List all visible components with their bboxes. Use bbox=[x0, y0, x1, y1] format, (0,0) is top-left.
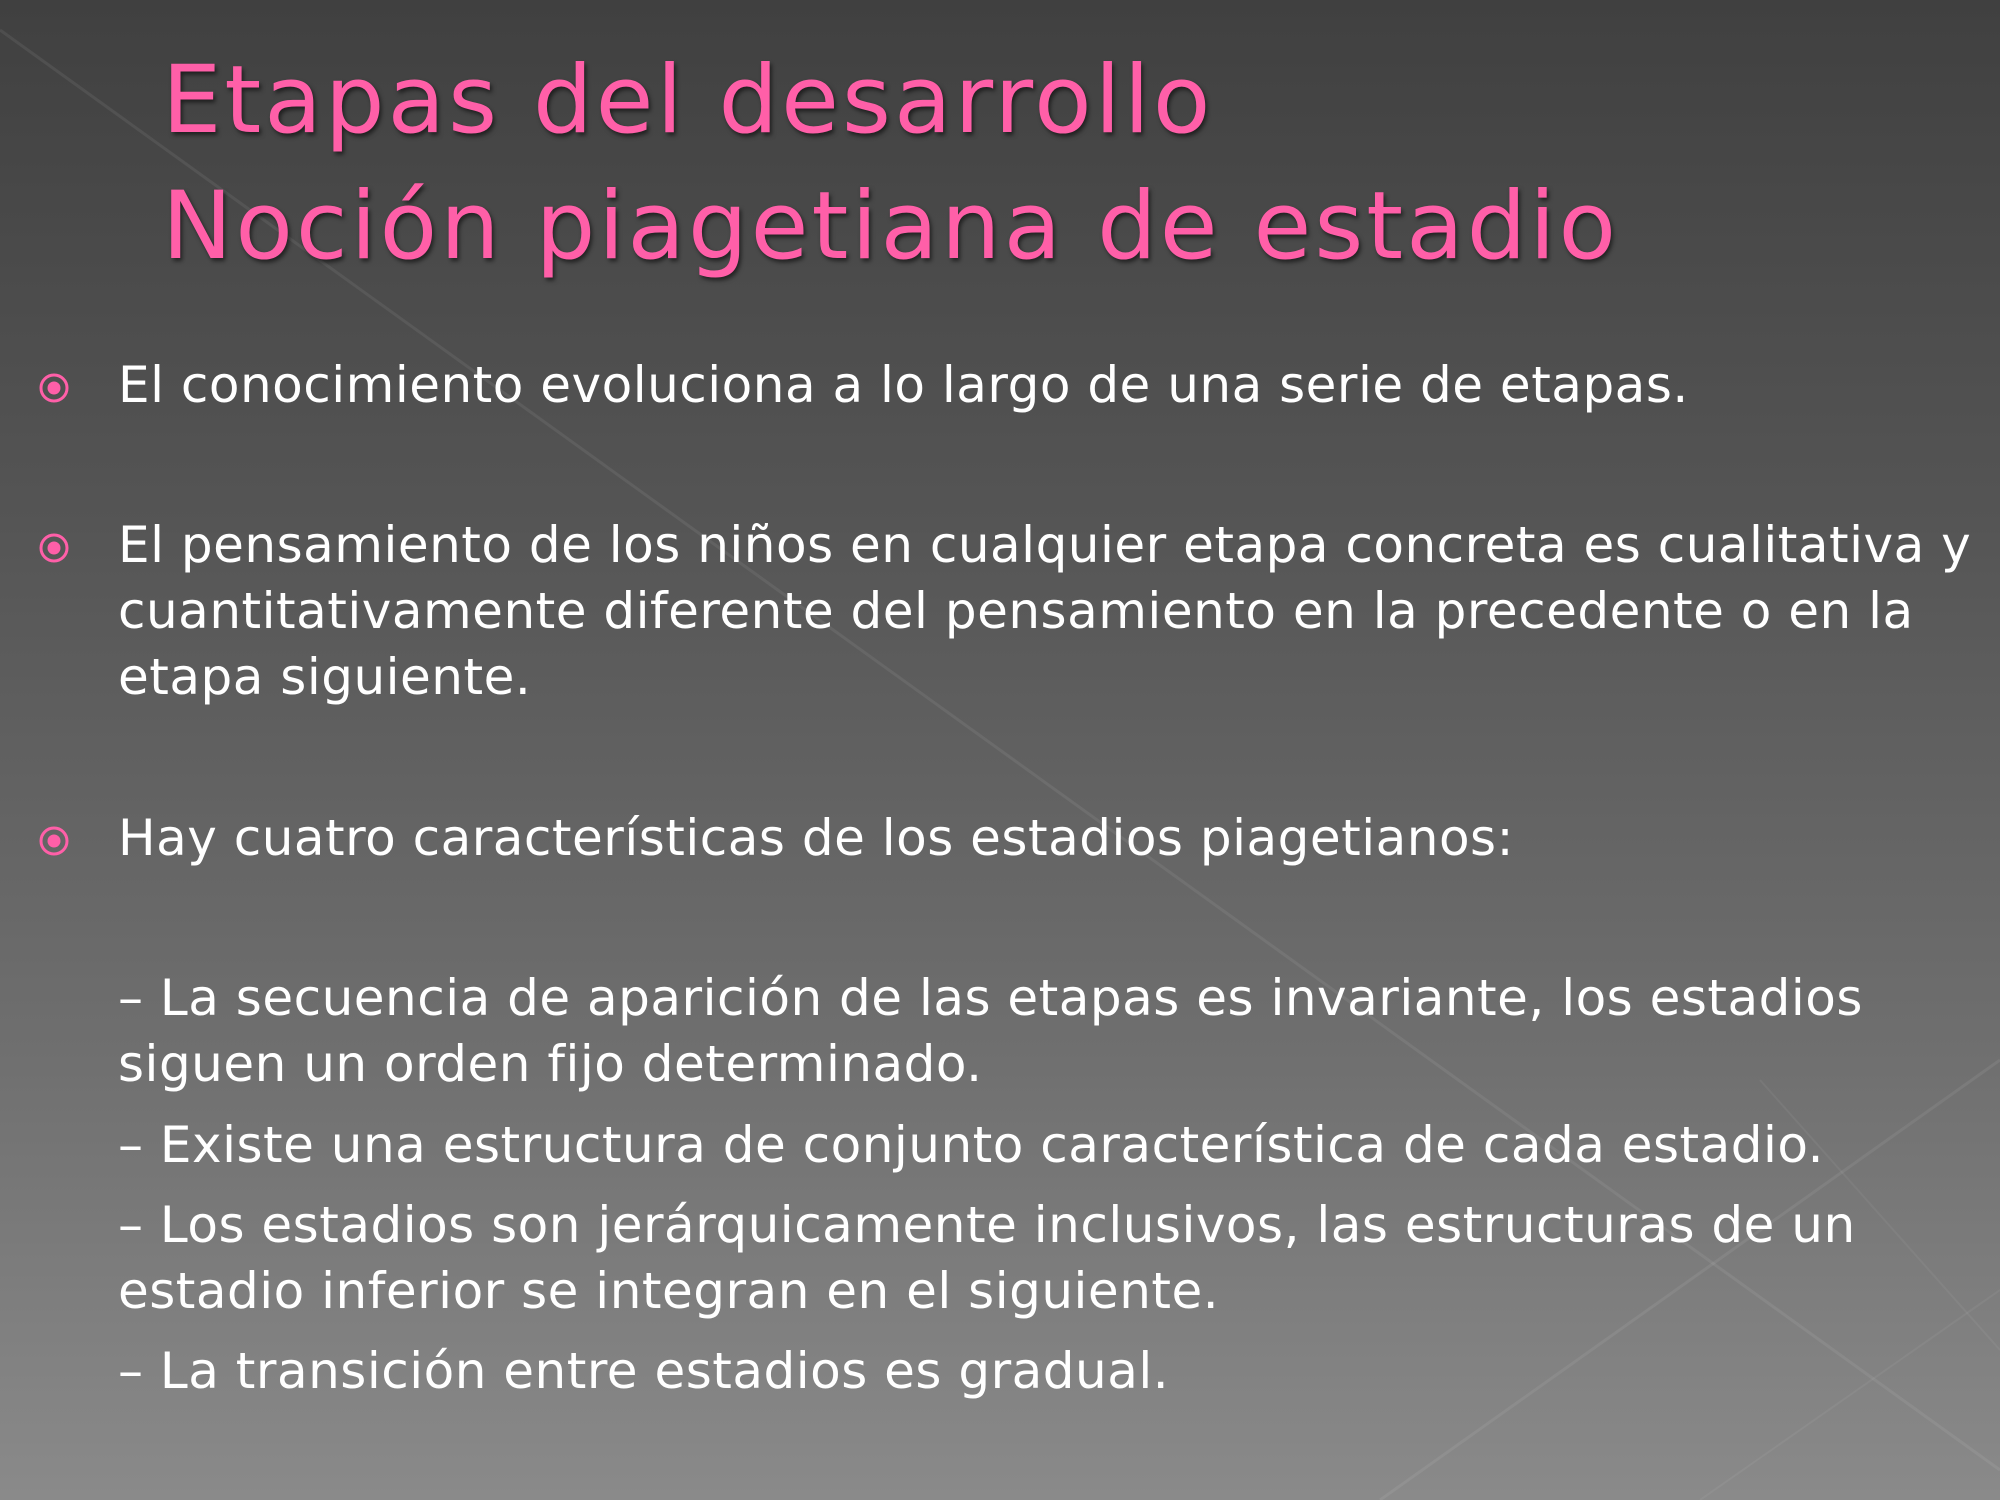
sub-item-1-line-1: – La secuencia de aparición de las etapas es invariante, los estadios bbox=[118, 969, 1863, 1027]
sub-item-4-line-1: – La transición entre estadios es gradual. bbox=[118, 1342, 1170, 1400]
title-line-1: Etapas del desarrollo bbox=[162, 46, 1214, 155]
sub-item-1-line-2: siguen un orden fijo determinado. bbox=[118, 1035, 983, 1093]
bullet-item-3 bbox=[118, 805, 1978, 871]
bullet-2-line-2: cuantitativamente diferente del pensamiento en la precedente o en la bbox=[118, 582, 1914, 640]
bullet-item-1 bbox=[118, 352, 1978, 418]
sub-item-1 bbox=[118, 965, 1978, 1097]
sub-item-2 bbox=[118, 1112, 1978, 1178]
bullet-2-line-3: etapa siguiente. bbox=[118, 648, 532, 706]
circled-dot-icon bbox=[36, 370, 72, 406]
sub-item-3-line-1: – Los estadios son jerárquicamente inclusivos, las estructuras de un bbox=[118, 1196, 1856, 1254]
sub-item-3-line-2: estadio inferior se integran en el siguiente. bbox=[118, 1262, 1220, 1320]
circled-dot-icon bbox=[36, 530, 72, 566]
bullet-3-line-1: Hay cuatro características de los estadios piagetianos: bbox=[118, 809, 1514, 867]
title-line-2: Noción piagetiana de estadio bbox=[162, 172, 1620, 281]
sub-item-2-line-1: – Existe una estructura de conjunto característica de cada estadio. bbox=[118, 1116, 1825, 1174]
sub-item-4 bbox=[118, 1338, 1978, 1404]
bullet-item-2 bbox=[118, 512, 1978, 710]
sub-item-3 bbox=[118, 1192, 1978, 1324]
bullet-1-line-1: El conocimiento evoluciona a lo largo de una serie de etapas. bbox=[118, 356, 1689, 414]
bullet-2-line-1: El pensamiento de los niños en cualquier etapa concreta es cualitativa y bbox=[118, 516, 1972, 574]
circled-dot-icon bbox=[36, 823, 72, 859]
